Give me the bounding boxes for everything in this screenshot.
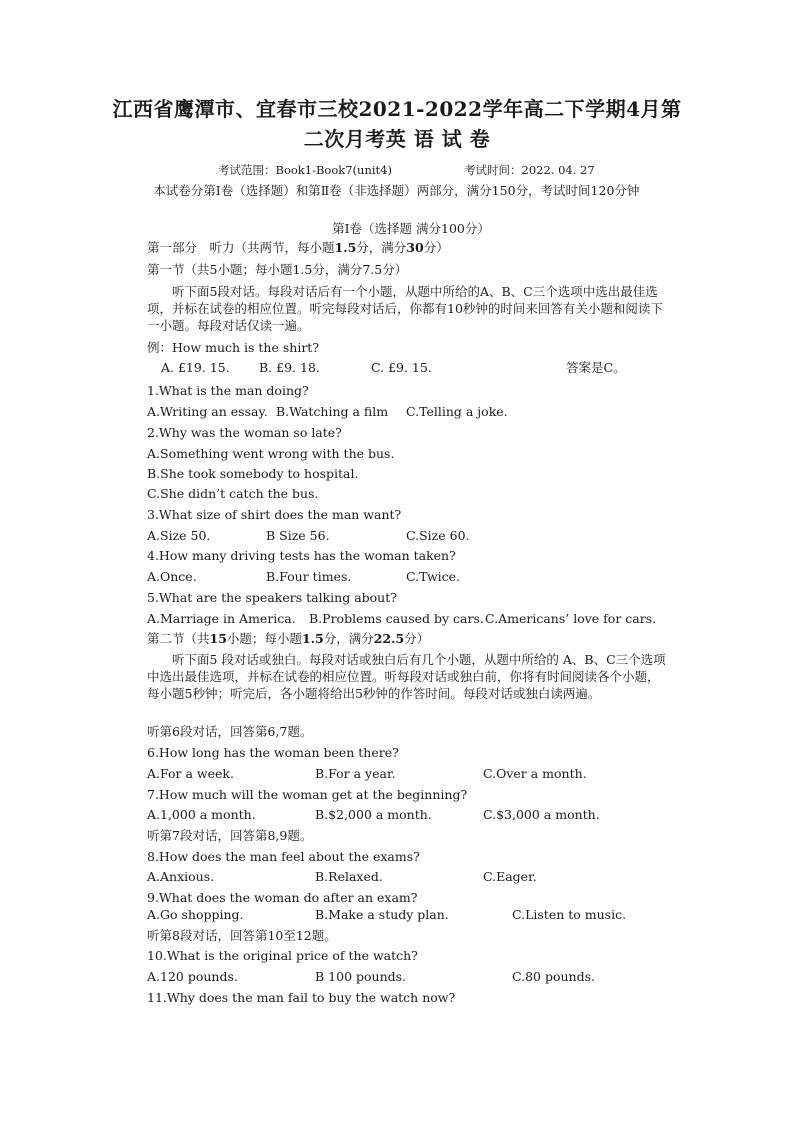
option-a: A. £19. 15. bbox=[161, 360, 230, 375]
option-b: B.She took somebody to hospital. bbox=[147, 466, 359, 481]
option-a: A.Writing an essay. bbox=[147, 404, 268, 419]
question-stem: 2.Why was the woman so late? bbox=[147, 425, 342, 440]
example-options bbox=[147, 359, 675, 376]
option-b: B Size 56. bbox=[266, 528, 330, 543]
question-options bbox=[147, 968, 675, 985]
exam-intro: 本试卷分第Ⅰ卷（选择题）和第Ⅱ卷（非选择题）两部分，满分150分，考试时间120分钟 bbox=[153, 183, 640, 198]
option-b: B.Watching a film bbox=[276, 404, 389, 419]
option-b: B.Make a study plan. bbox=[315, 907, 449, 922]
exam-time: 考试时间：2022. 04. 27 bbox=[464, 163, 595, 177]
question-options bbox=[147, 868, 675, 885]
option-a: A.Go shopping. bbox=[147, 907, 244, 922]
option-b: B 100 pounds. bbox=[315, 969, 407, 984]
question-stem: 5.What are the speakers talking about? bbox=[147, 590, 397, 605]
question-stem: 10.What is the original price of the watch? bbox=[147, 948, 418, 963]
option-c: C.Twice. bbox=[406, 569, 461, 584]
option-a: A.Size 50. bbox=[147, 528, 211, 543]
option-a: A.Something went wrong with the bus. bbox=[147, 446, 395, 461]
group-intro: 听第6段对话，回答第6,7题。 bbox=[147, 724, 313, 739]
option-a: A.120 pounds. bbox=[147, 969, 238, 984]
section1-directions: 听下面5段对话。每段对话后有一个小题，从题中所给的A、B、C三个选项中选出最佳选项，并标在试卷的相应位置。听完每段对话后，你都有10秒钟的时间来回答有关小题和阅读下一小题。每段对话仅读一遍。 bbox=[147, 284, 663, 333]
question-stem: 11.Why does the man fail to buy the watch now? bbox=[147, 990, 456, 1005]
section2-heading: 第二节（共15小题；每小题1.5分，满分22.5分） bbox=[147, 631, 430, 646]
section2-directions: 听下面5 段对话或独白。每段对话或独白后有几个小题，从题中所给的 A、B、C三个选项中选出最佳选项，并标在试卷的相应位置。听每段对话或独白前，你将有时间阅读各个小题， 每小题5秒钟；听完后，各小题将给出5秒钟的作答时间。每段对话或独白读两遍。 bbox=[147, 652, 666, 701]
option-c: C.Size 60. bbox=[406, 528, 470, 543]
question-stem: 9.What does the woman do after an exam? bbox=[147, 890, 418, 905]
option-a: A.1,000 a month. bbox=[147, 807, 256, 822]
option-c: C. £9. 15. bbox=[371, 360, 432, 375]
option-a: A.Anxious. bbox=[147, 869, 215, 884]
group-intro: 听第8段对话，回答第10至12题。 bbox=[147, 928, 337, 943]
question-stem: 3.What size of shirt does the man want? bbox=[147, 507, 402, 522]
section1-heading: 第一节（共5小题；每小题1.5分，满分7.5分） bbox=[147, 262, 408, 277]
option-b: B.Relaxed. bbox=[315, 869, 383, 884]
question-stem: 1.What is the man doing? bbox=[147, 383, 309, 398]
question-options bbox=[147, 527, 675, 544]
part1-heading: 第一部分 听力（共两节，每小题1.5分，满分30分） bbox=[147, 240, 449, 255]
question-options bbox=[147, 403, 675, 420]
question-options bbox=[147, 765, 675, 782]
exam-title-line2: 二次月考英 语 试 卷 bbox=[303, 127, 491, 151]
option-b: B.For a year. bbox=[315, 766, 396, 781]
question-stem: 8.How does the man feel about the exams? bbox=[147, 849, 420, 864]
question-stem: 6.How long has the woman been there? bbox=[147, 745, 399, 760]
option-a: A.For a week. bbox=[147, 766, 234, 781]
option-b: B.Four times. bbox=[266, 569, 352, 584]
question-options bbox=[147, 806, 675, 823]
option-c: C.Over a month. bbox=[483, 766, 587, 781]
question-options bbox=[147, 906, 675, 923]
option-a: A.Marriage in America. bbox=[147, 611, 296, 626]
option-a: A.Once. bbox=[147, 569, 197, 584]
option-c: C.Telling a joke. bbox=[406, 404, 508, 419]
group-intro: 听第7段对话，回答第8,9题。 bbox=[147, 828, 313, 843]
example-answer: 答案是C。 bbox=[566, 360, 626, 375]
question-stem: 4.How many driving tests has the woman taken? bbox=[147, 548, 456, 563]
option-b: B.Problems caused by cars. bbox=[309, 611, 484, 626]
option-c: C.Listen to music. bbox=[512, 907, 627, 922]
example-stem: 例：How much is the shirt? bbox=[147, 340, 320, 355]
option-c: C.She didn’t catch the bus. bbox=[147, 486, 319, 501]
exam-title-line1: 江西省鹰潭市、宜春市三校2021-2022学年高二下学期4月第 bbox=[112, 97, 682, 121]
question-options bbox=[147, 568, 675, 585]
option-c: C.Americans’ love for cars. bbox=[485, 611, 657, 626]
option-c: C.80 pounds. bbox=[512, 969, 595, 984]
question-options bbox=[147, 610, 675, 627]
volume-heading: 第Ⅰ卷（选择题 满分100分） bbox=[332, 221, 490, 236]
option-b: B.$2,000 a month. bbox=[315, 807, 432, 822]
exam-scope: 考试范围：Book1-Book7(unit4) bbox=[218, 163, 392, 177]
option-c: C.$3,000 a month. bbox=[483, 807, 600, 822]
question-stem: 7.How much will the woman get at the beginning? bbox=[147, 787, 468, 802]
option-c: C.Eager. bbox=[483, 869, 537, 884]
option-b: B. £9. 18. bbox=[259, 360, 320, 375]
